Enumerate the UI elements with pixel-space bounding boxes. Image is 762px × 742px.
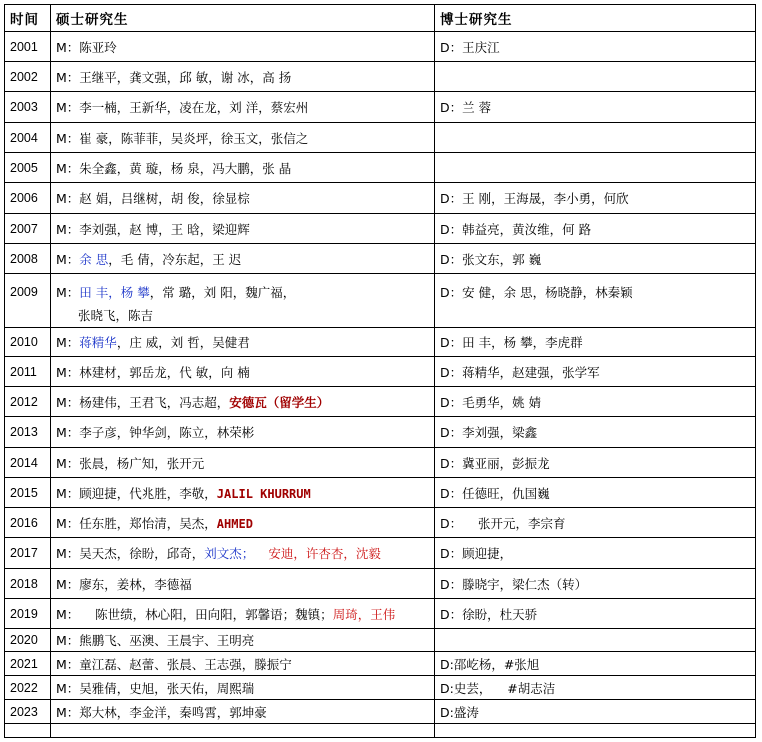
master-prefix: M：	[56, 285, 80, 300]
highlight-name-red: 周琦，王伟	[332, 606, 396, 622]
master-cell: M：王继平，龚文强，邱 敏，谢 冰，高 扬	[51, 62, 435, 92]
year-cell: 2013	[5, 417, 51, 448]
year-cell: 2006	[5, 183, 51, 214]
empty-cell	[5, 724, 51, 738]
master-cell: M：赵 娟，吕继树，胡 俊，徐显棕	[51, 183, 435, 214]
master-cell	[51, 599, 435, 629]
phd-cell	[435, 62, 756, 92]
highlight-name-darkred: AHMED	[216, 516, 253, 531]
table-row	[5, 538, 756, 569]
phd-cell: D：蒋精华，赵建强，张学军	[435, 357, 756, 387]
phd-cell: D：兰 蓉	[435, 92, 756, 123]
year-cell: 2014	[5, 448, 51, 478]
table-row	[5, 62, 756, 92]
master-cell: M：崔 豪，陈菲菲，吴炎坪，徐玉文，张信之	[51, 123, 435, 153]
master-prefix: M：任东胜，郑怡清，吴杰，	[56, 515, 217, 531]
phd-cell: D：顾迎捷，	[435, 538, 756, 569]
master-cell: M：童江磊、赵蕾、张晨、王志强，滕振宁	[51, 652, 435, 676]
year-cell: 2007	[5, 214, 51, 244]
year-cell: 2001	[5, 32, 51, 62]
table-row	[5, 652, 756, 676]
master-cell: M：郑大林，李金洋，秦鸣霄，郭坤豪	[51, 700, 435, 724]
table-row	[5, 274, 756, 328]
phd-cell	[435, 123, 756, 153]
phd-cell: D:邵屹杨，#张旭	[435, 652, 756, 676]
table-row	[5, 448, 756, 478]
highlight-name-red: 安迪，许杏杏，沈毅	[268, 546, 381, 561]
header-time: 时间	[5, 5, 51, 32]
year-cell: 2015	[5, 478, 51, 508]
table-row-empty	[5, 724, 756, 738]
year-cell: 2023	[5, 700, 51, 724]
master-cell: M：廖东，姜林，李德福	[51, 569, 435, 599]
master-line-2: 张晓飞，陈吉	[78, 308, 154, 323]
master-rest: ，庄 威，刘 哲，吴健君	[116, 335, 250, 350]
phd-cell: D：任德旺，仇国巍	[435, 478, 756, 508]
table-row	[5, 478, 756, 508]
empty-cell	[435, 724, 756, 738]
header-master: 硕士研究生	[51, 5, 435, 32]
year-cell: 2018	[5, 569, 51, 599]
master-prefix: M：	[56, 335, 80, 350]
highlight-name-blue: 田 丰，杨 攀	[79, 285, 150, 300]
table-row	[5, 417, 756, 448]
year-cell: 2017	[5, 538, 51, 569]
phd-cell: D：李刘强，梁鑫	[435, 417, 756, 448]
header-row	[5, 5, 756, 32]
master-cell: M：熊鹏飞、巫澳、王晨宇、王明亮	[51, 629, 435, 652]
table-row	[5, 32, 756, 62]
phd-cell: D：王 刚，王海晟，李小勇，何欣	[435, 183, 756, 214]
phd-cell: D：韩益亮，黄汝维，何 路	[435, 214, 756, 244]
master-cell: M：吴雅倩，史旭，张天佑，周熙瑞	[51, 676, 435, 700]
master-cell	[51, 274, 435, 328]
table-row	[5, 676, 756, 700]
table-row	[5, 387, 756, 417]
master-cell: M：李子彦，钟华剑，陈立，林荣彬	[51, 417, 435, 448]
table-row	[5, 599, 756, 629]
year-cell: 2008	[5, 244, 51, 274]
table-row	[5, 183, 756, 214]
header-phd: 博士研究生	[435, 5, 756, 32]
phd-cell: D：冀亚丽，彭振龙	[435, 448, 756, 478]
year-cell: 2004	[5, 123, 51, 153]
phd-cell: D：王庆江	[435, 32, 756, 62]
table-row	[5, 700, 756, 724]
year-cell: 2022	[5, 676, 51, 700]
phd-cell: D： 张开元，李宗育	[435, 508, 756, 538]
master-cell	[51, 508, 435, 538]
master-prefix: M： 陈世绩，林心阳，田向阳，郭馨语；魏镇；	[56, 606, 333, 622]
highlight-name-blue: 蒋精华	[79, 335, 117, 350]
year-cell: 2021	[5, 652, 51, 676]
phd-cell: D：张文东，郭 巍	[435, 244, 756, 274]
master-cell	[51, 387, 435, 417]
phd-cell: D:史芸， #胡志洁	[435, 676, 756, 700]
master-cell	[51, 244, 435, 274]
master-prefix: M：吴天杰，徐盼，邱奇，	[56, 546, 205, 561]
master-cell	[51, 328, 435, 357]
year-cell: 2011	[5, 357, 51, 387]
phd-cell: D：徐盼，杜天骄	[435, 599, 756, 629]
highlight-name-darkred: JALIL KHURRUM	[216, 486, 311, 501]
master-cell: M：陈亚玲	[51, 32, 435, 62]
year-cell: 2012	[5, 387, 51, 417]
table-row	[5, 214, 756, 244]
year-cell: 2010	[5, 328, 51, 357]
master-rest: ，常 璐，刘 阳，魏广福，	[149, 285, 296, 300]
phd-cell: D：滕晓宇，梁仁杰（转）	[435, 569, 756, 599]
table-row	[5, 508, 756, 538]
year-cell: 2002	[5, 62, 51, 92]
phd-cell: D：安 健，余 思，杨晓静，林秦颖	[435, 274, 756, 328]
table-row	[5, 123, 756, 153]
master-cell: M：李刘强，赵 博，王 晗，梁迎辉	[51, 214, 435, 244]
table-row	[5, 629, 756, 652]
master-prefix: M：杨建伟，王君飞，冯志超，	[56, 394, 230, 410]
year-cell: 2019	[5, 599, 51, 629]
phd-cell: D：田 丰，杨 攀，李虎群	[435, 328, 756, 357]
phd-cell	[435, 153, 756, 183]
year-cell: 2009	[5, 274, 51, 328]
master-cell	[51, 538, 435, 569]
highlight-name-darkred: 安德瓦（留学生）	[229, 394, 330, 410]
table-row	[5, 92, 756, 123]
year-cell: 2003	[5, 92, 51, 123]
table-row	[5, 569, 756, 599]
master-prefix: M：	[56, 251, 80, 267]
table-row	[5, 328, 756, 357]
master-cell	[51, 478, 435, 508]
table-row	[5, 153, 756, 183]
master-cell: M：李一楠，王新华，凌在龙，刘 洋，蔡宏州	[51, 92, 435, 123]
highlight-name-blue: 刘文杰；	[204, 546, 255, 561]
master-rest: ，毛 倩，冷东起，王 迟	[108, 251, 242, 267]
master-prefix: M：顾迎捷，代兆胜，李敬，	[56, 485, 217, 501]
year-cell: 2020	[5, 629, 51, 652]
student-table	[4, 4, 756, 738]
phd-cell: D：毛勇华，姚 婧	[435, 387, 756, 417]
year-cell: 2016	[5, 508, 51, 538]
phd-cell	[435, 629, 756, 652]
master-cell: M：朱全鑫，黄 璇，杨 泉，冯大鹏，张 晶	[51, 153, 435, 183]
master-cell: M：林建材，郭岳龙，代 敏，向 楠	[51, 357, 435, 387]
highlight-name-blue: 余 思	[79, 251, 109, 267]
master-cell: M：张晨，杨广知，张开元	[51, 448, 435, 478]
table-row	[5, 357, 756, 387]
table-row	[5, 244, 756, 274]
phd-cell: D:盛涛	[435, 700, 756, 724]
empty-cell	[51, 724, 435, 738]
year-cell: 2005	[5, 153, 51, 183]
